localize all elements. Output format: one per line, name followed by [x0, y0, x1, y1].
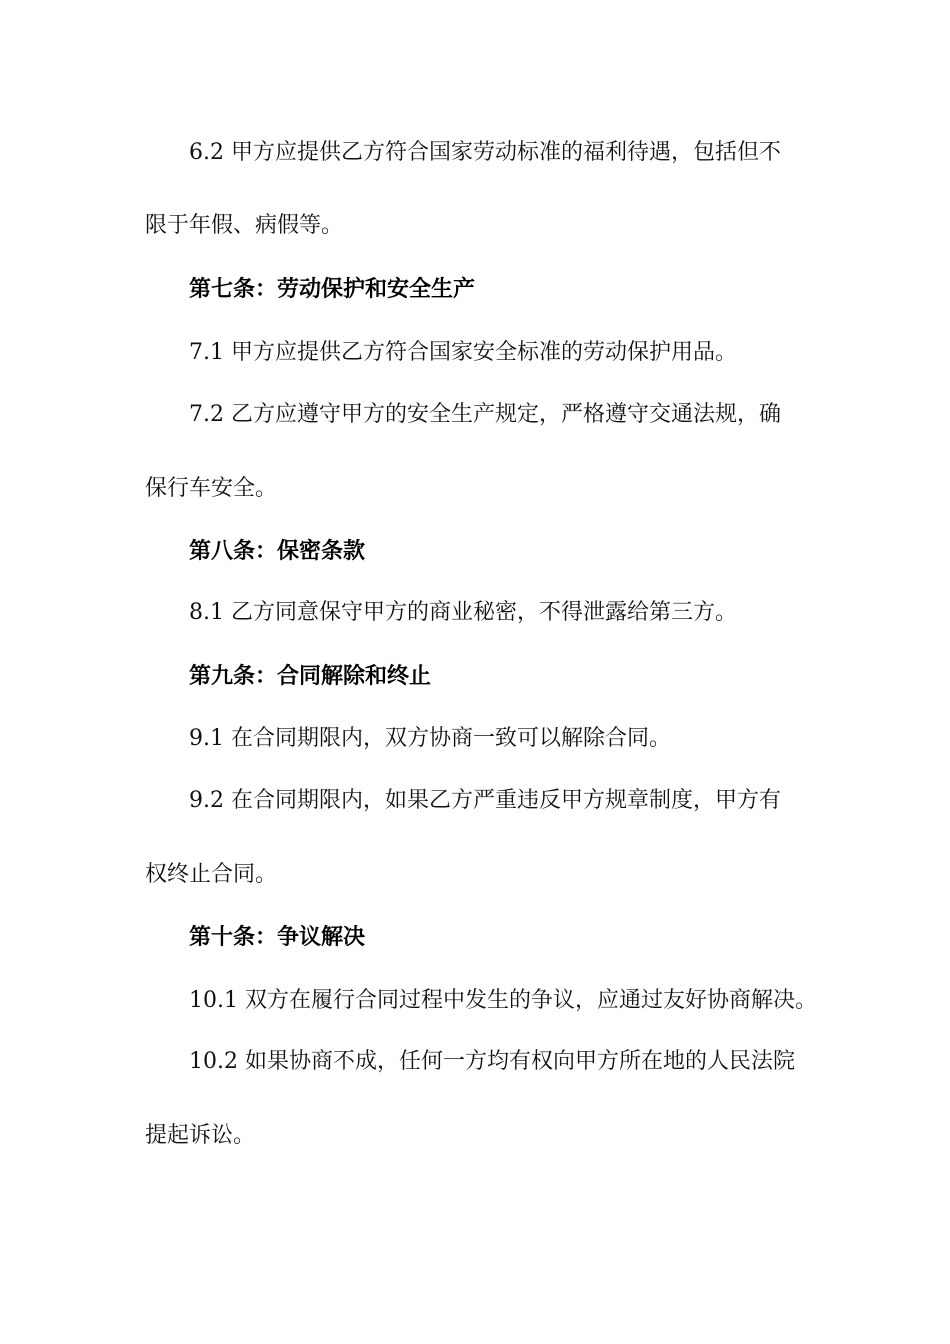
article-10-heading: 第十条：争议解决	[189, 925, 366, 950]
clause-7-1: 7.1 甲方应提供乙方符合国家安全标准的劳动保护用品。	[189, 340, 737, 365]
clause-10-2-line-2: 提起诉讼。	[145, 1123, 256, 1148]
clause-6-2-line-1: 6.2 甲方应提供乙方符合国家劳动标准的福利待遇，包括但不	[189, 140, 781, 165]
clause-7-2-line-2: 保行车安全。	[145, 476, 278, 501]
clause-9-2-line-2: 权终止合同。	[145, 862, 278, 887]
clause-10-2-line-1: 10.2 如果协商不成，任何一方均有权向甲方所在地的人民法院	[189, 1049, 795, 1074]
clause-10-1: 10.1 双方在履行合同过程中发生的争议，应通过友好协商解决。	[189, 988, 817, 1013]
clause-8-1: 8.1 乙方同意保守甲方的商业秘密，不得泄露给第三方。	[189, 600, 737, 625]
article-7-heading: 第七条：劳动保护和安全生产	[189, 277, 476, 302]
clause-7-2-line-1: 7.2 乙方应遵守甲方的安全生产规定，严格遵守交通法规，确	[189, 402, 781, 427]
clause-9-2-line-1: 9.2 在合同期限内，如果乙方严重违反甲方规章制度，甲方有	[189, 788, 781, 813]
article-9-heading: 第九条：合同解除和终止	[189, 664, 432, 689]
clause-9-1: 9.1 在合同期限内，双方协商一致可以解除合同。	[189, 726, 671, 751]
clause-6-2-line-2: 限于年假、病假等。	[145, 213, 344, 238]
article-8-heading: 第八条：保密条款	[189, 539, 366, 564]
